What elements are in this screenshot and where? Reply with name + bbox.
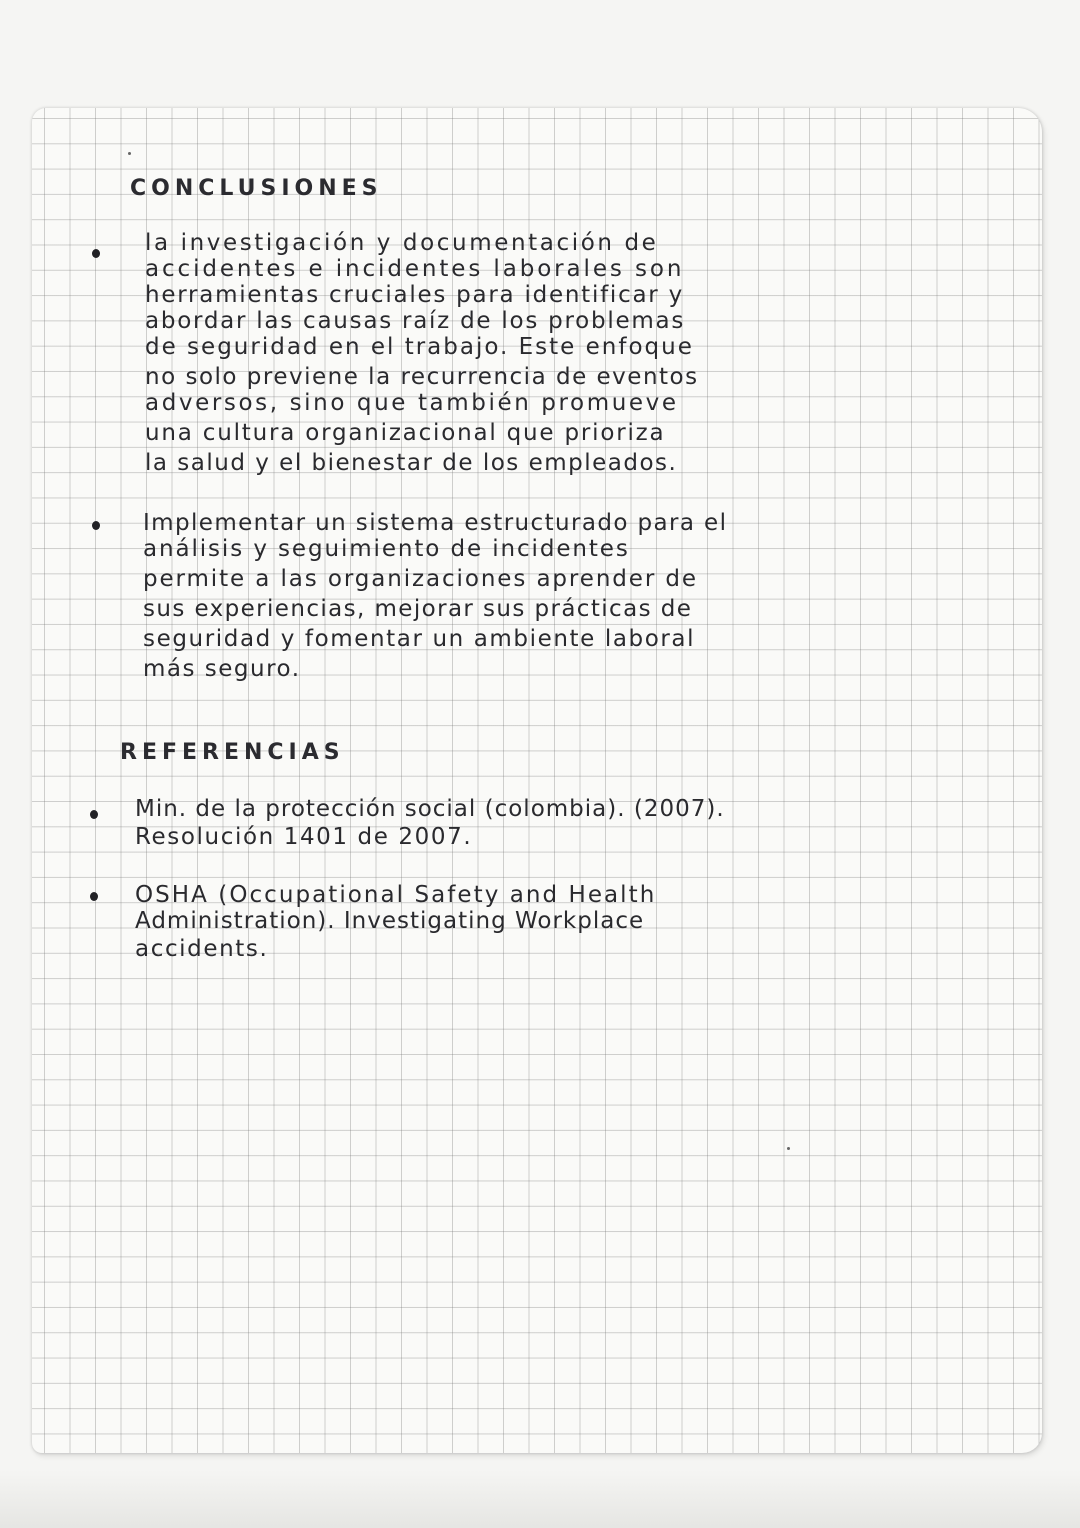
paragraph-line: de seguridad en el trabajo. Este enfoque xyxy=(145,334,694,360)
paragraph-line: no solo previene la recurrencia de eventos xyxy=(145,364,699,390)
bullet-icon xyxy=(92,521,100,530)
paragraph-line: la investigación y documentación de xyxy=(145,230,659,256)
reference-line: Min. de la protección social (colombia). (2007). xyxy=(135,796,725,822)
reference-line: Resolución 1401 de 2007. xyxy=(135,824,473,850)
bullet-icon xyxy=(90,810,98,819)
paragraph-line: adversos, sino que también promueve xyxy=(145,390,679,416)
conclusions-heading: CONCLUSIONES xyxy=(130,176,383,201)
paragraph-line: análisis y seguimiento de incidentes xyxy=(143,536,630,562)
paragraph-line: una cultura organizacional que prioriza xyxy=(145,420,666,446)
references-heading: REFERENCIAS xyxy=(120,740,345,765)
bullet-icon xyxy=(92,249,100,258)
paragraph-line: abordar las causas raíz de los problemas xyxy=(145,308,686,334)
bottom-shadow xyxy=(0,1470,1080,1528)
ink-speck xyxy=(787,1147,790,1150)
reference-line: OSHA (Occupational Safety and Health xyxy=(135,882,657,908)
bullet-icon xyxy=(90,892,98,901)
paragraph-line: la salud y el bienestar de los empleados. xyxy=(145,450,678,476)
paragraph-line: sus experiencias, mejorar sus prácticas de xyxy=(143,596,693,622)
paragraph-line: permite a las organizaciones aprender de xyxy=(143,566,698,592)
paragraph-line: seguridad y fomentar un ambiente laboral xyxy=(143,626,696,652)
ink-speck xyxy=(128,152,131,155)
reference-line: Administration). Investigating Workplace xyxy=(135,908,645,934)
paragraph-line: más seguro. xyxy=(143,656,301,682)
paragraph-line: herramientas cruciales para identificar y xyxy=(145,282,684,308)
paragraph-line: accidentes e incidentes laborales son xyxy=(145,256,685,282)
reference-line: accidents. xyxy=(135,936,269,962)
paragraph-line: Implementar un sistema estructurado para el xyxy=(143,510,728,536)
